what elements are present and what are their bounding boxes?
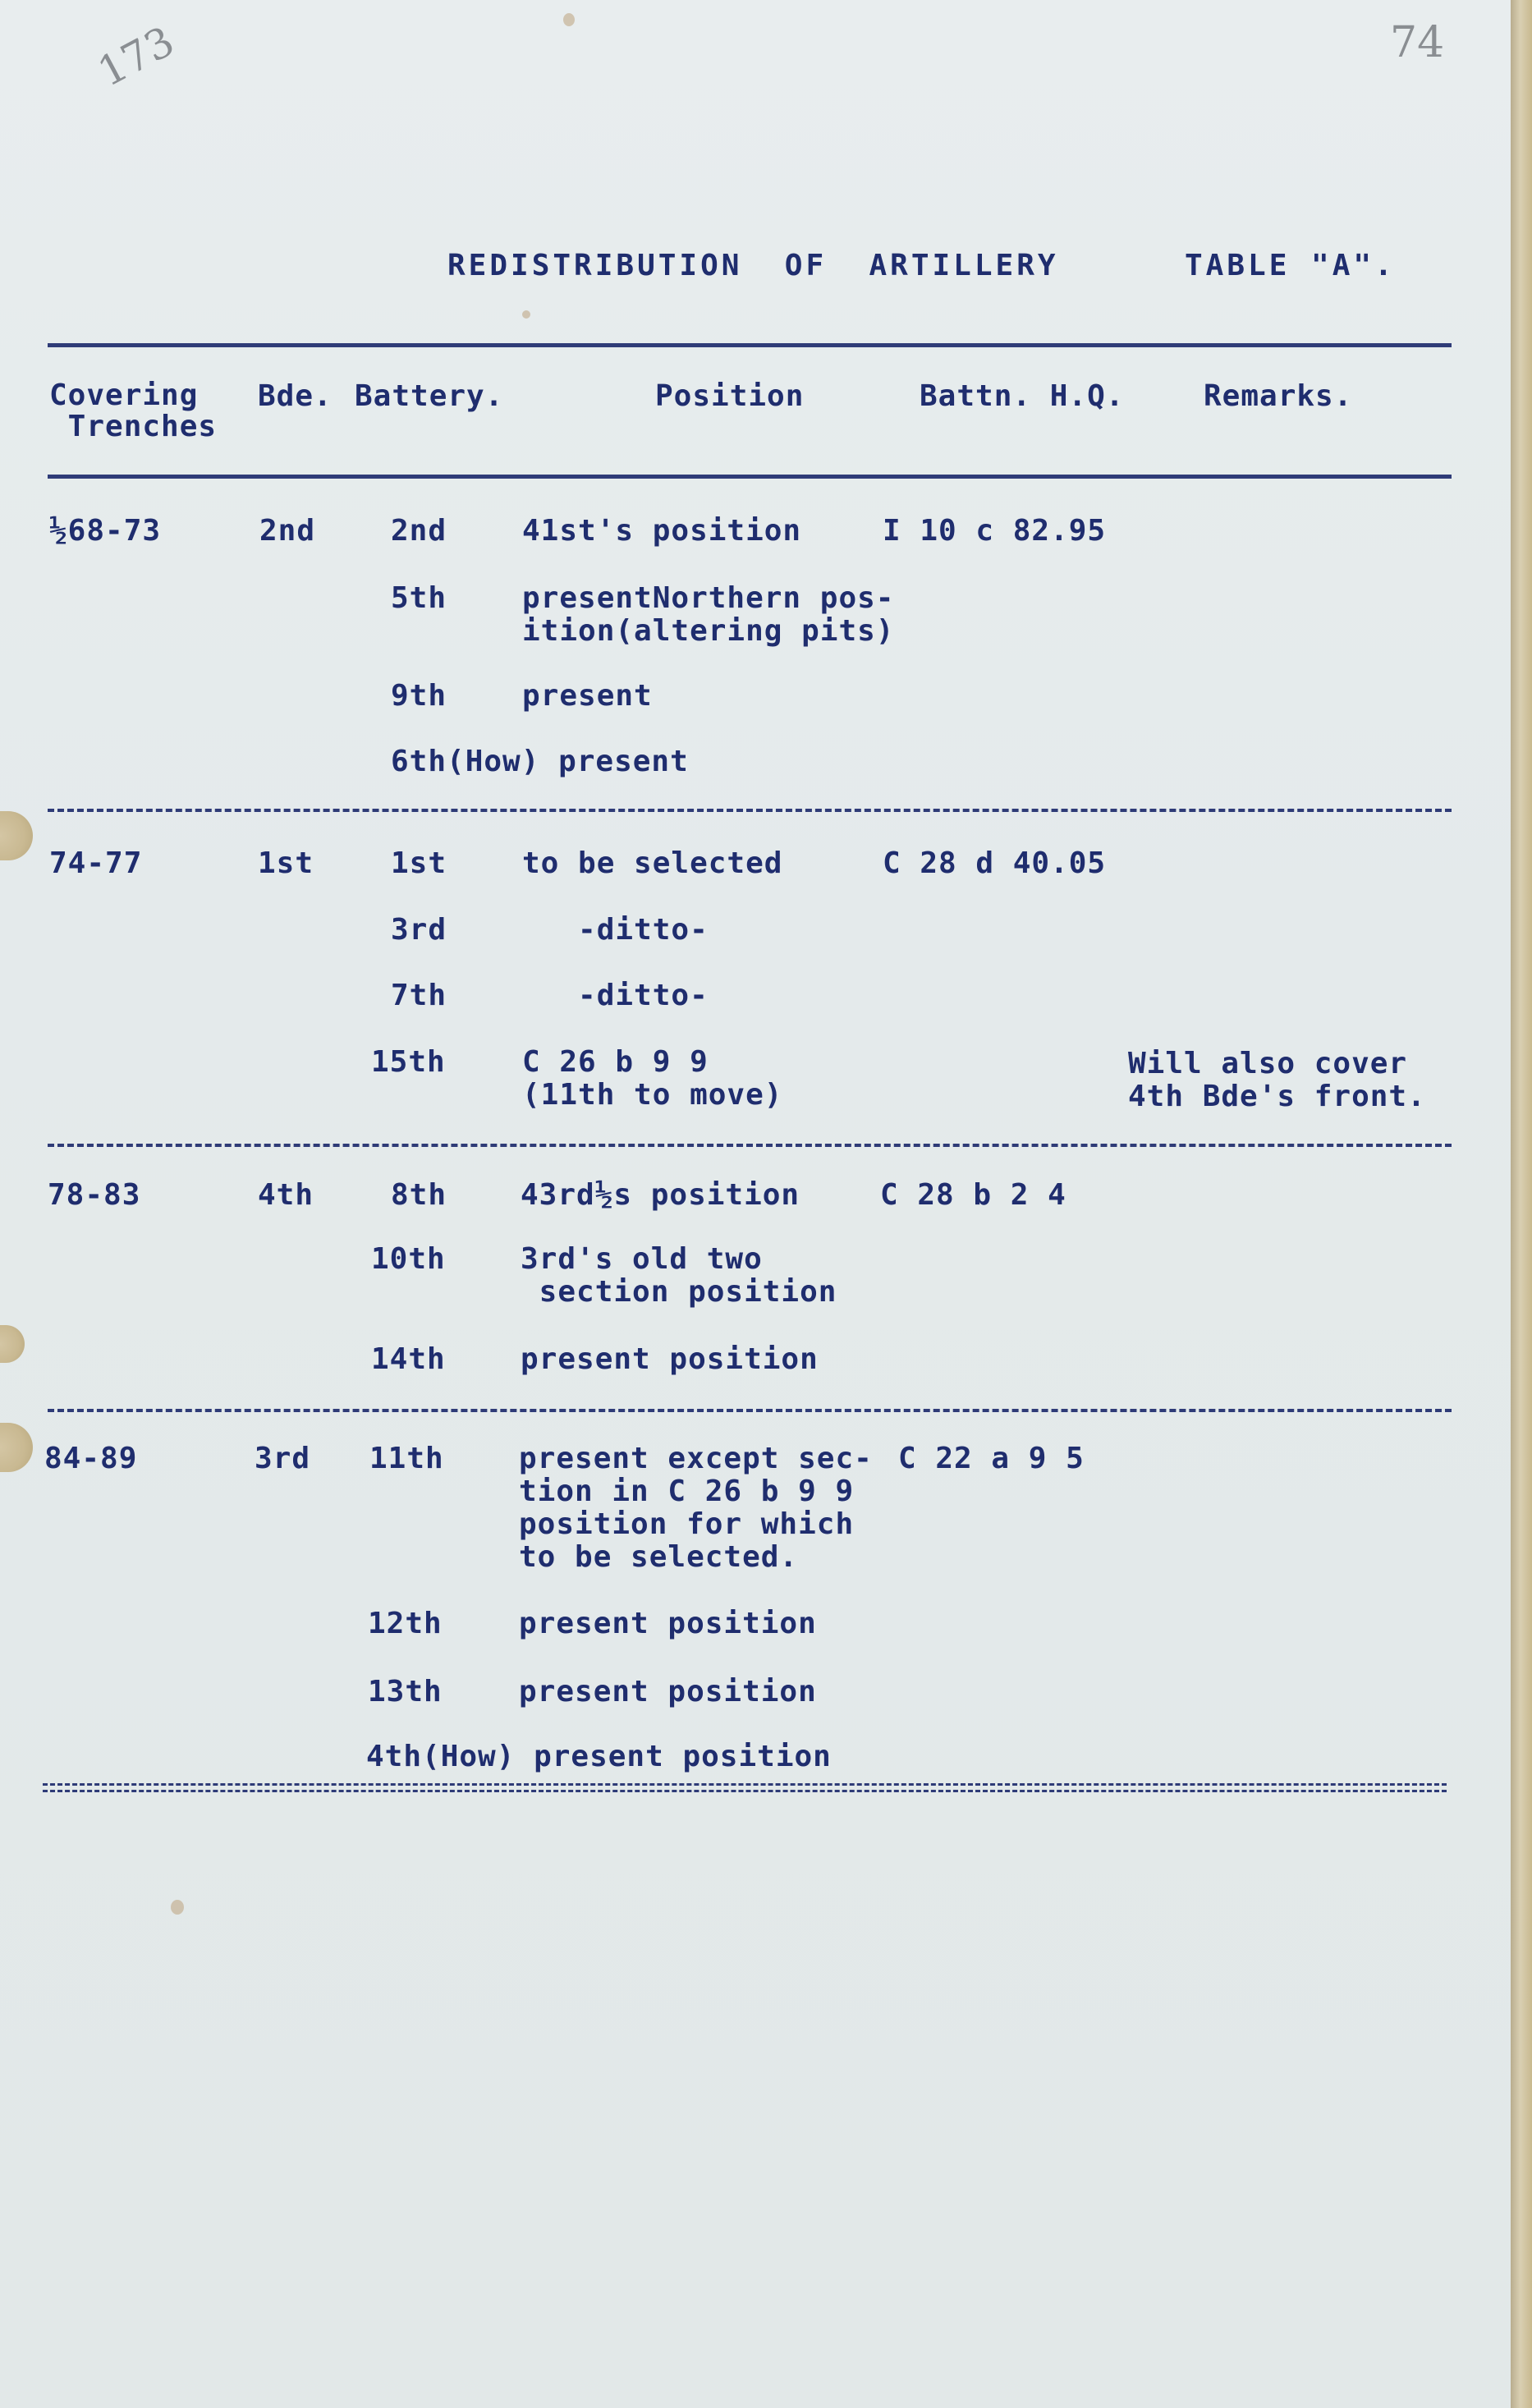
document-title: REDISTRIBUTION OF ARTILLERY	[447, 249, 1059, 282]
group-divider	[48, 1144, 1452, 1147]
cell-position: presentNorthern pos- ition(altering pits)	[522, 581, 895, 648]
cell-bde: 2nd	[259, 514, 316, 548]
cell-battery: 10th	[371, 1242, 446, 1276]
cell-battery: 11th	[369, 1442, 444, 1475]
cell-battery: 4th(How) present position	[366, 1740, 832, 1773]
page-edge-binding	[1511, 0, 1532, 2408]
punch-hole	[0, 1325, 25, 1363]
cell-position: -ditto-	[522, 979, 709, 1012]
cell-trenches: ½68-73	[49, 514, 162, 548]
cell-battery: 6th(How) present	[391, 745, 689, 778]
punch-hole	[0, 811, 33, 860]
group-divider	[48, 809, 1452, 812]
header-rule-top	[48, 343, 1452, 347]
folio-number-left: 173	[89, 16, 182, 97]
cell-position: present	[522, 679, 653, 713]
cell-bde: 3rd	[255, 1442, 311, 1475]
punch-hole	[0, 1423, 33, 1472]
cell-battn-hq: C 22 a 9 5	[898, 1442, 1085, 1475]
cell-remarks: Will also cover 4th Bde's front.	[1128, 1047, 1426, 1113]
cell-battery: 15th	[371, 1045, 446, 1079]
cell-trenches: 74-77	[49, 846, 143, 880]
column-header-position: Position	[655, 379, 805, 413]
cell-battery: 14th	[371, 1342, 446, 1376]
cell-battn-hq: C 28 d 40.05	[883, 846, 1107, 880]
table-label: TABLE "A".	[1185, 249, 1396, 282]
paper-speck	[563, 13, 575, 26]
table-end-rule	[43, 1783, 1447, 1792]
cell-battery: 8th	[391, 1178, 447, 1212]
paper-speck	[171, 1900, 184, 1915]
cell-battery: 1st	[391, 846, 447, 880]
cell-bde: 1st	[258, 846, 314, 880]
cell-battery: 3rd	[391, 913, 447, 947]
paper-speck	[522, 310, 530, 319]
cell-battn-hq: C 28 b 2 4	[880, 1178, 1066, 1212]
cell-position: present position	[521, 1342, 819, 1376]
cell-position: 43rd½s position	[521, 1178, 800, 1212]
cell-position: to be selected	[522, 846, 783, 880]
cell-battery: 13th	[368, 1675, 443, 1709]
column-header-trenches: Covering Trenches	[49, 378, 218, 443]
cell-battery: 5th	[391, 581, 447, 615]
header-rule-bottom	[48, 475, 1452, 479]
cell-position: present except sec- tion in C 26 b 9 9 position for which to be selected.	[519, 1442, 873, 1574]
folio-number-right: 74	[1390, 18, 1445, 67]
cell-position: present position	[519, 1607, 817, 1640]
cell-battery: 9th	[391, 679, 447, 713]
cell-trenches: 78-83	[48, 1178, 141, 1212]
cell-position: 41st's position	[522, 514, 802, 548]
cell-battery: 12th	[368, 1607, 443, 1640]
column-header-battery: Battery.	[355, 379, 504, 413]
column-header-battn-hq: Battn. H.Q.	[920, 379, 1125, 413]
column-header-bde: Bde.	[258, 379, 333, 413]
cell-bde: 4th	[258, 1178, 314, 1212]
column-header-remarks: Remarks.	[1204, 379, 1353, 413]
cell-battery: 7th	[391, 979, 447, 1012]
cell-battn-hq: I 10 c 82.95	[883, 514, 1107, 548]
cell-position: present position	[519, 1675, 817, 1709]
cell-trenches: 84-89	[44, 1442, 138, 1475]
cell-position: -ditto-	[522, 913, 709, 947]
cell-battery: 2nd	[391, 514, 447, 548]
cell-position: C 26 b 9 9 (11th to move)	[522, 1045, 783, 1112]
cell-position: 3rd's old two section position	[521, 1242, 837, 1309]
group-divider	[48, 1409, 1452, 1412]
